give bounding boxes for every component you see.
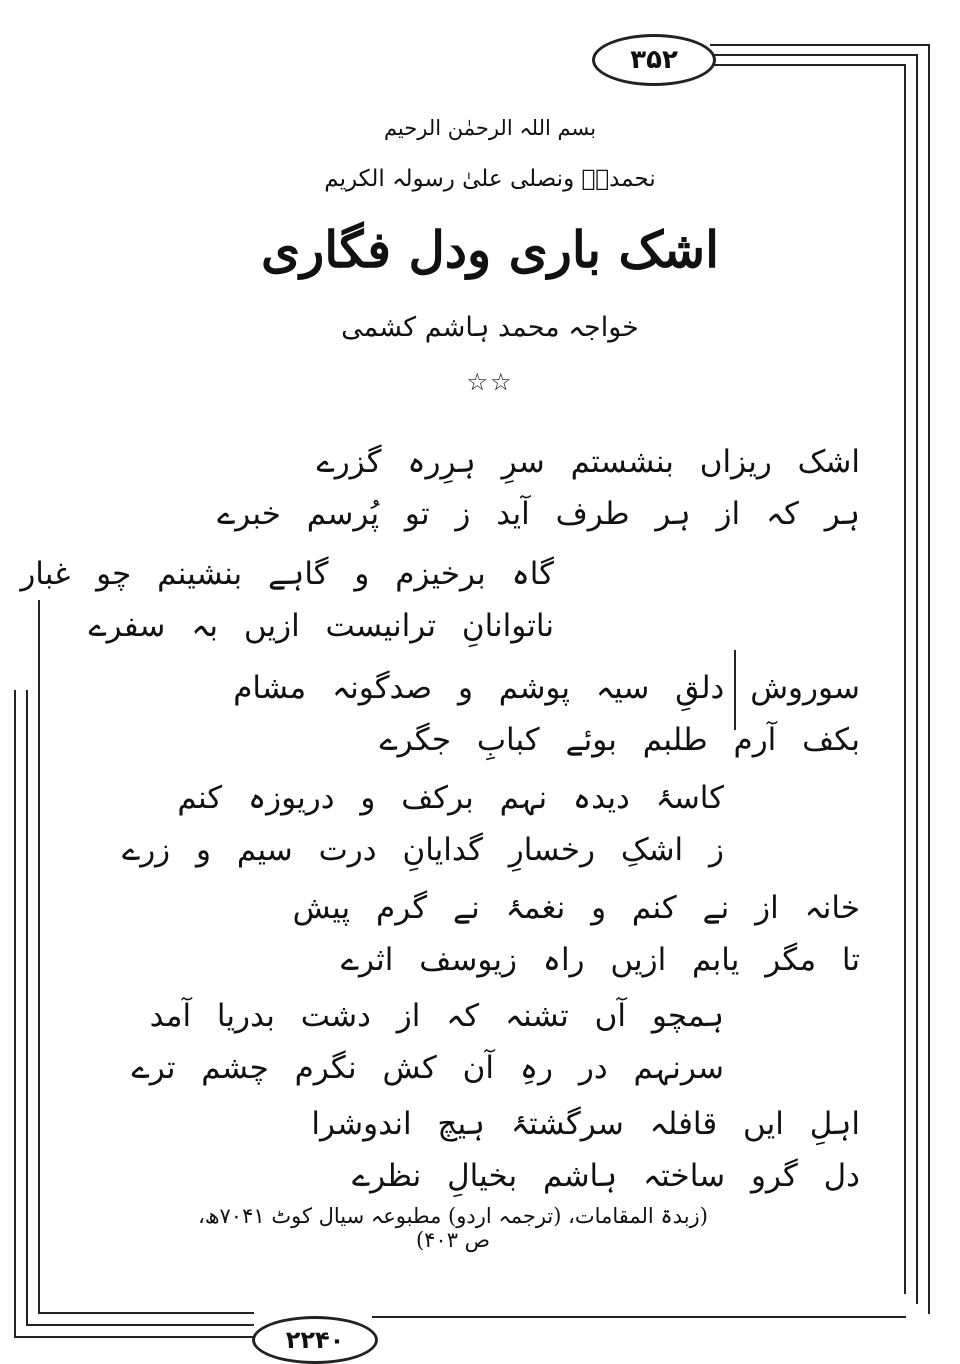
frame-bottom-line-3 bbox=[38, 1312, 254, 1314]
citation-reference: (زبدۃ المقامات، (ترجمہ اردو) مطبوعہ سیال کوٹ ۷۰۴۱ھ، ص ۴۰۳) bbox=[198, 1204, 708, 1252]
page-number-bottom: ۲۲۴۰ bbox=[252, 1316, 378, 1364]
verse-line-1: اشک ریزاں بنشستم سرِ ہرِرہ گزرے bbox=[316, 444, 860, 480]
page-title: اشک باری ودل فگاری bbox=[261, 220, 719, 279]
verse-line-11: ہمچو آں تشنہ کہ از دشت بدریا آمد bbox=[149, 998, 724, 1034]
verse-line-2: ہر کہ از ہر طرف آید ز تو پُرسم خبرے bbox=[217, 496, 860, 532]
verse-line-3: گاہ برخیزم و گاہے بنشینم چو غبار bbox=[20, 556, 554, 592]
verse-line-12: سرنہم در رہِ آن کش نگرم چشم ترے bbox=[131, 1050, 724, 1086]
salutation-heading: نحمدہٗ ونصلی علیٰ رسولہ الکریم bbox=[324, 166, 656, 192]
frame-top-line-1 bbox=[710, 44, 930, 46]
verse-line-5: سوروش دلقِ سیہ پوشم و صدگونہ مشام bbox=[233, 670, 860, 706]
frame-right-line-3 bbox=[904, 64, 906, 1294]
verse-line-13: اہلِ ایں قافلہ سرگشتۂ ہیچ اندوشرا bbox=[311, 1106, 860, 1142]
author-name: خواجہ محمد ہاشم کشمی bbox=[341, 312, 639, 343]
verse-line-6: بکف آرم طلبم بوئے کبابِ جگرے bbox=[379, 722, 860, 758]
verse-line-8: ز اشکِ رخسارِ گدایانِ درت سیم و زرے bbox=[122, 832, 724, 868]
frame-left-line-3 bbox=[38, 600, 40, 1314]
frame-bottom-line-2 bbox=[26, 1324, 254, 1326]
verse-line-4: ناتوانانِ ترانیست ازیں بہ سفرے bbox=[88, 608, 554, 644]
stars-ornament: ☆☆ bbox=[466, 368, 514, 396]
verse-line-10: تا مگر یابم ازیں راہ زیوسف اثرے bbox=[340, 942, 860, 978]
frame-top-line-2 bbox=[710, 54, 918, 56]
frame-left-line-2 bbox=[26, 690, 28, 1326]
frame-left-line-1 bbox=[14, 690, 16, 1338]
verse-line-14: دل گرو ساختہ ہاشم بخیالِ نظرے bbox=[351, 1158, 860, 1194]
frame-bottom-right-line bbox=[372, 1316, 906, 1318]
verse-line-7: کاسۂ دیدہ نہم برکف و دریوزہ کنم bbox=[177, 780, 724, 816]
frame-bottom-line-1 bbox=[14, 1336, 254, 1338]
frame-right-line-2 bbox=[916, 54, 918, 1304]
frame-top-line-3 bbox=[710, 64, 906, 66]
bismillah-heading: بسم اللہ الرحمٰن الرحیم bbox=[383, 116, 597, 140]
frame-right-line-1 bbox=[928, 44, 930, 1314]
verse-line-9: خانہ از نے کنم و نغمۂ نے گرم پیش bbox=[292, 890, 860, 926]
page-number-top: ۳۵۲ bbox=[592, 34, 716, 86]
